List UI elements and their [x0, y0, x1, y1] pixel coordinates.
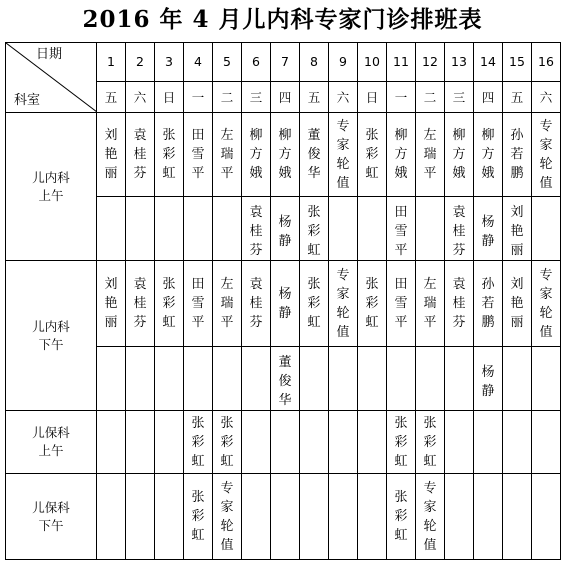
- weekday: 六: [532, 81, 561, 112]
- doctor-cell: [97, 347, 126, 411]
- doctor-name: 左瑞平: [423, 128, 437, 181]
- department-name: 儿内科: [32, 169, 70, 185]
- session-name: 上午: [38, 443, 64, 458]
- schedule-table: [5, 42, 561, 560]
- doctor-cell: [97, 197, 126, 261]
- doctor-cell: [445, 261, 474, 347]
- weekday: 日: [155, 81, 184, 112]
- weekday: 二: [213, 81, 242, 112]
- doctor-name: 专家轮值: [220, 480, 234, 553]
- doctor-cell: [184, 197, 213, 261]
- doctor-name: 袁桂芬: [133, 277, 147, 330]
- doctor-cell: [126, 261, 155, 347]
- doctor-name: 袁桂芬: [249, 205, 263, 258]
- doctor-name: 专家轮值: [539, 267, 553, 340]
- doctor-cell: [387, 197, 416, 261]
- doctor-cell: [242, 474, 271, 560]
- doctor-cell: [474, 197, 503, 261]
- session-name: 上午: [38, 187, 64, 203]
- doctor-cell: [271, 261, 300, 347]
- doctor-cell: [358, 113, 387, 197]
- doctor-cell: [271, 411, 300, 474]
- doctor-name: 袁桂芬: [452, 277, 466, 330]
- schedule-row: [6, 113, 561, 197]
- doctor-cell: [445, 347, 474, 411]
- doctor-cell: [387, 113, 416, 197]
- doctor-name: 张彩虹: [220, 415, 234, 469]
- page-title: 2016 年 4 月儿内科专家门诊排班表: [82, 6, 483, 33]
- doctor-cell: [184, 113, 213, 197]
- doctor-name: 孙若鹏: [481, 277, 495, 330]
- doctor-name: 孙若鹏: [510, 128, 524, 181]
- doctor-cell: [126, 411, 155, 474]
- department-name: 儿保科: [32, 425, 70, 440]
- doctor-name: 张彩虹: [423, 415, 437, 469]
- corner-header: [6, 43, 97, 113]
- doctor-cell: [329, 261, 358, 347]
- doctor-cell: [445, 474, 474, 560]
- doctor-cell: [213, 474, 242, 560]
- day-number: 9: [329, 43, 358, 82]
- session-name: 下午: [38, 517, 64, 533]
- department-name: 儿内科: [32, 318, 70, 334]
- doctor-name: 柳方娥: [481, 128, 495, 181]
- doctor-name: 田雪平: [191, 128, 205, 181]
- day-number: 15: [503, 43, 532, 82]
- doctor-cell: [532, 474, 561, 560]
- doctor-name: 董俊华: [307, 128, 321, 181]
- doctor-name: 刘艳丽: [510, 277, 524, 330]
- doctor-cell: [184, 474, 213, 560]
- doctor-cell: [97, 261, 126, 347]
- weekday: 一: [184, 81, 213, 112]
- doctor-cell: [300, 261, 329, 347]
- corner-date-label: 日期: [35, 47, 62, 62]
- weekday: 四: [271, 81, 300, 112]
- doctor-name: 杨静: [278, 286, 292, 321]
- doctor-cell: [416, 197, 445, 261]
- doctor-cell: [184, 411, 213, 474]
- day-number: 1: [97, 43, 126, 82]
- doctor-name: 董俊华: [278, 355, 292, 408]
- section-label: [6, 113, 97, 261]
- doctor-cell: [416, 347, 445, 411]
- section-label: [6, 474, 97, 560]
- doctor-cell: [97, 474, 126, 560]
- day-number: 13: [445, 43, 474, 82]
- doctor-name: 张彩虹: [191, 490, 205, 543]
- doctor-cell: [532, 197, 561, 261]
- day-number: 8: [300, 43, 329, 82]
- doctor-cell: [155, 197, 184, 261]
- doctor-name: 田雪平: [394, 205, 408, 258]
- day-number: 12: [416, 43, 445, 82]
- weekday: 五: [503, 81, 532, 112]
- doctor-name: 刘艳丽: [510, 205, 524, 258]
- doctor-cell: [416, 113, 445, 197]
- doctor-name: 张彩虹: [162, 277, 176, 330]
- weekday: 一: [387, 81, 416, 112]
- doctor-cell: [97, 411, 126, 474]
- doctor-name: 杨静: [481, 364, 495, 399]
- doctor-cell: [329, 113, 358, 197]
- doctor-cell: [300, 411, 329, 474]
- doctor-cell: [474, 474, 503, 560]
- doctor-cell: [155, 347, 184, 411]
- doctor-name: 袁桂芬: [249, 277, 263, 330]
- doctor-cell: [213, 411, 242, 474]
- doctor-cell: [474, 411, 503, 474]
- doctor-cell: [358, 474, 387, 560]
- doctor-name: 田雪平: [394, 277, 408, 330]
- doctor-cell: [329, 197, 358, 261]
- doctor-cell: [329, 411, 358, 474]
- doctor-cell: [445, 113, 474, 197]
- doctor-cell: [271, 474, 300, 560]
- doctor-cell: [503, 411, 532, 474]
- doctor-cell: [184, 347, 213, 411]
- doctor-cell: [329, 474, 358, 560]
- day-number: 5: [213, 43, 242, 82]
- doctor-name: 张彩虹: [307, 205, 321, 258]
- doctor-cell: [503, 113, 532, 197]
- weekday: 四: [474, 81, 503, 112]
- doctor-cell: [97, 113, 126, 197]
- doctor-cell: [213, 347, 242, 411]
- weekday: 二: [416, 81, 445, 112]
- doctor-cell: [271, 347, 300, 411]
- section-label: [6, 261, 97, 411]
- weekday: 三: [445, 81, 474, 112]
- schedule-row: [6, 474, 561, 560]
- day-number: 3: [155, 43, 184, 82]
- doctor-cell: [416, 261, 445, 347]
- doctor-cell: [300, 347, 329, 411]
- doctor-name: 张彩虹: [394, 490, 408, 543]
- doctor-cell: [532, 347, 561, 411]
- doctor-cell: [358, 347, 387, 411]
- doctor-cell: [329, 347, 358, 411]
- doctor-cell: [126, 347, 155, 411]
- doctor-cell: [358, 197, 387, 261]
- weekday: 六: [126, 81, 155, 112]
- day-number: 16: [532, 43, 561, 82]
- doctor-cell: [445, 197, 474, 261]
- doctor-cell: [532, 411, 561, 474]
- doctor-cell: [503, 347, 532, 411]
- doctor-cell: [126, 197, 155, 261]
- doctor-name: 左瑞平: [220, 128, 234, 181]
- doctor-name: 刘艳丽: [104, 277, 118, 330]
- doctor-name: 左瑞平: [423, 277, 437, 330]
- doctor-name: 张彩虹: [394, 415, 408, 469]
- doctor-name: 杨静: [278, 214, 292, 249]
- doctor-cell: [503, 261, 532, 347]
- doctor-name: 张彩虹: [365, 277, 379, 330]
- doctor-cell: [242, 113, 271, 197]
- doctor-cell: [126, 474, 155, 560]
- doctor-cell: [213, 197, 242, 261]
- doctor-cell: [358, 411, 387, 474]
- doctor-name: 柳方娥: [249, 128, 263, 181]
- doctor-cell: [184, 261, 213, 347]
- schedule-row: [6, 261, 561, 347]
- doctor-cell: [213, 261, 242, 347]
- schedule-row: [6, 411, 561, 474]
- doctor-cell: [416, 411, 445, 474]
- session-name: 下午: [38, 336, 64, 352]
- doctor-cell: [271, 197, 300, 261]
- weekday: 五: [97, 81, 126, 112]
- day-number: 14: [474, 43, 503, 82]
- doctor-name: 张彩虹: [162, 128, 176, 181]
- doctor-cell: [358, 261, 387, 347]
- doctor-cell: [242, 411, 271, 474]
- doctor-name: 专家轮值: [336, 267, 350, 340]
- doctor-cell: [126, 113, 155, 197]
- doctor-cell: [474, 113, 503, 197]
- day-number: 11: [387, 43, 416, 82]
- section-label: [6, 411, 97, 474]
- doctor-name: 专家轮值: [423, 480, 437, 553]
- doctor-name: 刘艳丽: [104, 128, 118, 181]
- doctor-name: 柳方娥: [278, 128, 292, 181]
- department-name: 儿保科: [32, 499, 70, 515]
- doctor-cell: [155, 113, 184, 197]
- corner-dept-label: 科室: [14, 93, 41, 108]
- doctor-cell: [242, 261, 271, 347]
- day-number: 4: [184, 43, 213, 82]
- doctor-cell: [300, 474, 329, 560]
- doctor-cell: [387, 411, 416, 474]
- day-number: 7: [271, 43, 300, 82]
- weekday: 五: [300, 81, 329, 112]
- doctor-cell: [387, 261, 416, 347]
- weekday: 日: [358, 81, 387, 112]
- doctor-cell: [300, 197, 329, 261]
- doctor-cell: [416, 474, 445, 560]
- doctor-name: 专家轮值: [336, 118, 350, 191]
- doctor-cell: [155, 261, 184, 347]
- doctor-name: 袁桂芬: [133, 128, 147, 181]
- doctor-cell: [532, 113, 561, 197]
- doctor-name: 袁桂芬: [452, 205, 466, 258]
- doctor-name: 柳方娥: [452, 128, 466, 181]
- doctor-cell: [155, 474, 184, 560]
- doctor-cell: [532, 261, 561, 347]
- doctor-cell: [242, 197, 271, 261]
- day-number: 10: [358, 43, 387, 82]
- doctor-cell: [242, 347, 271, 411]
- doctor-name: 柳方娥: [394, 128, 408, 181]
- doctor-cell: [387, 347, 416, 411]
- doctor-cell: [445, 411, 474, 474]
- doctor-cell: [474, 261, 503, 347]
- weekday: 六: [329, 81, 358, 112]
- doctor-name: 左瑞平: [220, 277, 234, 330]
- doctor-cell: [474, 347, 503, 411]
- doctor-cell: [155, 411, 184, 474]
- doctor-name: 张彩虹: [365, 128, 379, 181]
- doctor-cell: [271, 113, 300, 197]
- day-number: 6: [242, 43, 271, 82]
- doctor-cell: [387, 474, 416, 560]
- doctor-cell: [503, 197, 532, 261]
- weekday: 三: [242, 81, 271, 112]
- doctor-cell: [503, 474, 532, 560]
- doctor-cell: [300, 113, 329, 197]
- doctor-name: 张彩虹: [307, 277, 321, 330]
- doctor-name: 杨静: [481, 214, 495, 249]
- doctor-cell: [213, 113, 242, 197]
- doctor-name: 张彩虹: [191, 415, 205, 469]
- doctor-name: 专家轮值: [539, 118, 553, 191]
- doctor-name: 田雪平: [191, 277, 205, 330]
- day-number: 2: [126, 43, 155, 82]
